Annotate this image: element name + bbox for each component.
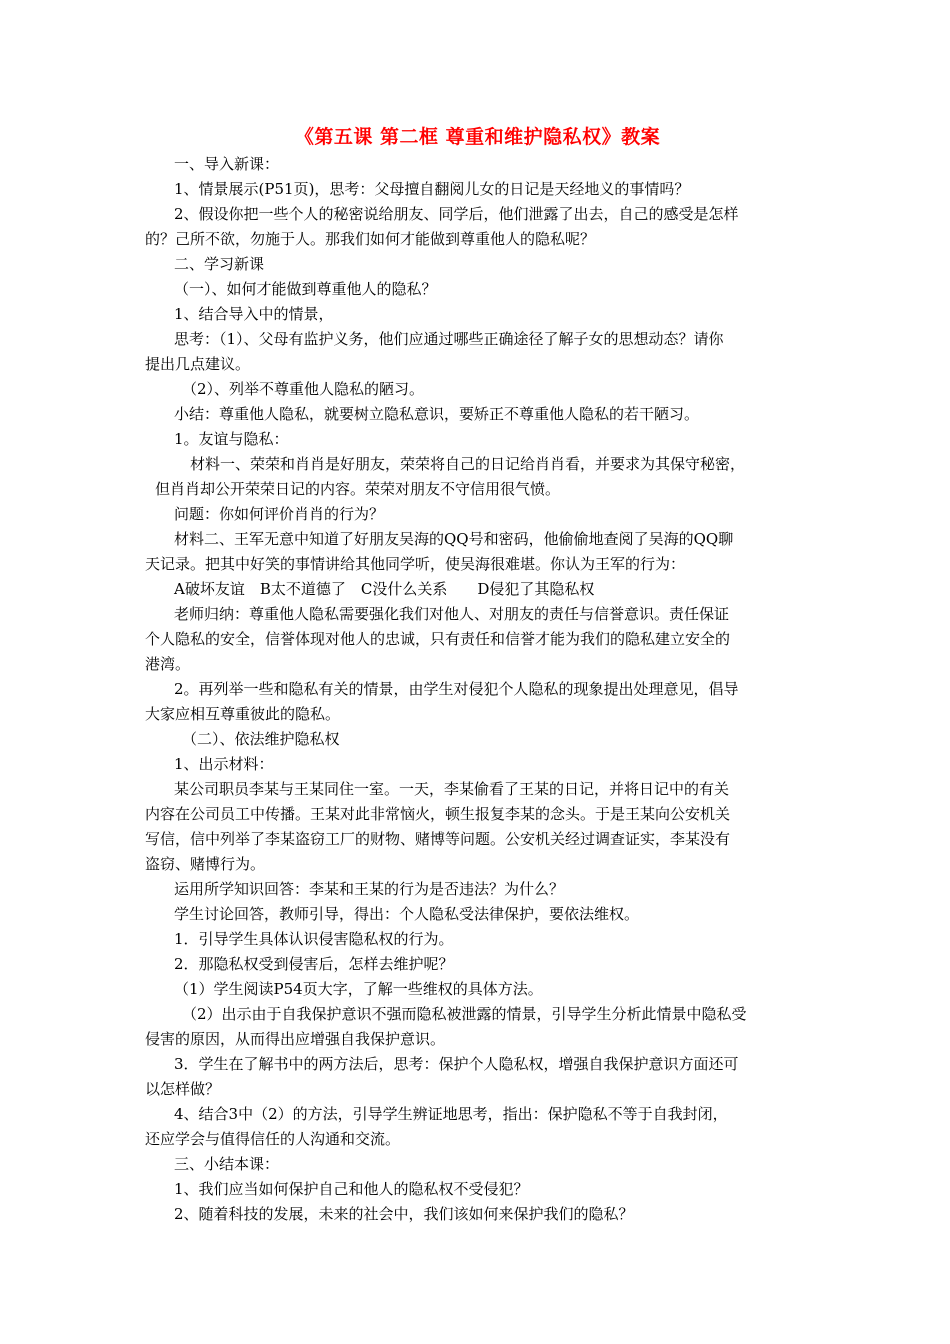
text-line: 某公司职员李某与王某同住一室。一天，李某偷看了王某的日记，并将日记中的有关 — [174, 780, 730, 798]
text-line: 思考：（1）、父母有监护义务，他们应通过哪些正确途径了解子女的思想动态？请你 — [174, 330, 724, 348]
text-line: 运用所学知识回答：李某和王某的行为是否违法？为什么？ — [174, 880, 565, 898]
text-line: 1、结合导入中的情景， — [174, 305, 334, 323]
text-line: 问题：你如何评价肖肖的行为？ — [174, 505, 385, 523]
text-line: 一、导入新课： — [174, 155, 280, 173]
text-line: 盗窃、赌博行为。 — [145, 855, 266, 873]
text-line: （二）、依法维护隐私权 — [182, 730, 340, 748]
text-line: 大家应相互尊重彼此的隐私。 — [145, 705, 341, 723]
text-line: 天记录。把其中好笑的事情讲给其他同学听，使吴海很难堪。你认为王军的行为： — [145, 555, 686, 573]
text-line: （一）、如何才能做到尊重他人的隐私？ — [174, 280, 437, 298]
text-line: 2、假设你把一些个人的秘密说给朋友、同学后，他们泄露了出去，自己的感受是怎样 — [174, 205, 739, 223]
text-line: 1、情景展示(P51页)，思考：父母擅自翻阅儿女的日记是天经地义的事情吗？ — [174, 180, 690, 198]
document-title: 《第五课 第二框 尊重和维护隐私权》教案 — [294, 126, 661, 148]
text-line: 1、我们应当如何保护自己和他人的隐私权不受侵犯？ — [174, 1180, 529, 1198]
text-line: 材料一、荣荣和肖肖是好朋友，荣荣将自己的日记给肖肖看，并要求为其保守秘密， — [190, 455, 746, 473]
text-line: 个人隐私的安全，信誉体现对他人的忠诚，只有责任和信誉才能为我们的隐私建立安全的 — [145, 630, 731, 648]
text-line: 2．那隐私权受到侵害后，怎样去维护呢？ — [174, 955, 454, 973]
text-line: 但肖肖却公开荣荣日记的内容。荣荣对朋友不守信用很气愤。 — [155, 480, 561, 498]
text-line: 三、小结本课： — [174, 1155, 280, 1173]
text-line: 内容在公司员工中传播。王某对此非常恼火，顿生报复李某的念头。于是王某向公安机关 — [145, 805, 731, 823]
text-line: 提出几点建议。 — [145, 355, 251, 373]
text-line: 3．学生在了解书中的两方法后，思考：保护个人隐私权，增强自我保护意识方面还可 — [174, 1055, 739, 1073]
text-line: 4、结合3中（2）的方法，引导学生辨证地思考，指出：保护隐私不等于自我封闭， — [174, 1105, 728, 1123]
text-line: 以怎样做？ — [145, 1080, 221, 1098]
text-line: 小结：尊重他人隐私，就要树立隐私意识，要矫正不尊重他人隐私的若干陋习。 — [174, 405, 700, 423]
text-line: 2。再列举一些和隐私有关的情景，由学生对侵犯个人隐私的现象提出处理意见，倡导 — [174, 680, 739, 698]
text-line: 的？己所不欲，勿施于人。那我们如何才能做到尊重他人的隐私呢？ — [145, 230, 596, 248]
text-line: 港湾。 — [145, 655, 191, 673]
text-line: （1）学生阅读P54页大字，了解一些维权的具体方法。 — [174, 980, 543, 998]
text-line: 1、出示材料： — [174, 755, 274, 773]
text-line: 还应学会与值得信任的人沟通和交流。 — [145, 1130, 401, 1148]
document-page — [145, 122, 810, 1227]
text-line: 1．引导学生具体认识侵害隐私权的行为。 — [174, 930, 454, 948]
text-line: 2、随着科技的发展，未来的社会中，我们该如何来保护我们的隐私？ — [174, 1205, 634, 1223]
text-line: 老师归纳：尊重他人隐私需要强化我们对他人、对朋友的责任与信誉意识。责任保证 — [174, 605, 730, 623]
text-line: 学生讨论回答，教师引导，得出：个人隐私受法律保护，要依法维权。 — [174, 905, 640, 923]
text-line: 侵害的原因，从而得出应增强自我保护意识。 — [145, 1030, 446, 1048]
text-line: 写信，信中列举了李某盗窃工厂的财物、赌博等问题。公安机关经过调查证实，李某没有 — [145, 830, 731, 848]
text-line: （2）、列举不尊重他人隐私的陋习。 — [182, 380, 425, 398]
text-line: A破坏友谊 B太不道德了 C没什么关系 D侵犯了其隐私权 — [174, 580, 595, 598]
text-line: 二、学习新课 — [174, 255, 265, 273]
text-line: 材料二、王军无意中知道了好朋友吴海的QQ号和密码，他偷偷地查阅了吴海的QQ聊 — [174, 530, 734, 548]
text-line: 1。友谊与隐私： — [174, 430, 289, 448]
text-line: （2）出示由于自我保护意识不强而隐私被泄露的情景，引导学生分析此情景中隐私受 — [182, 1005, 747, 1023]
